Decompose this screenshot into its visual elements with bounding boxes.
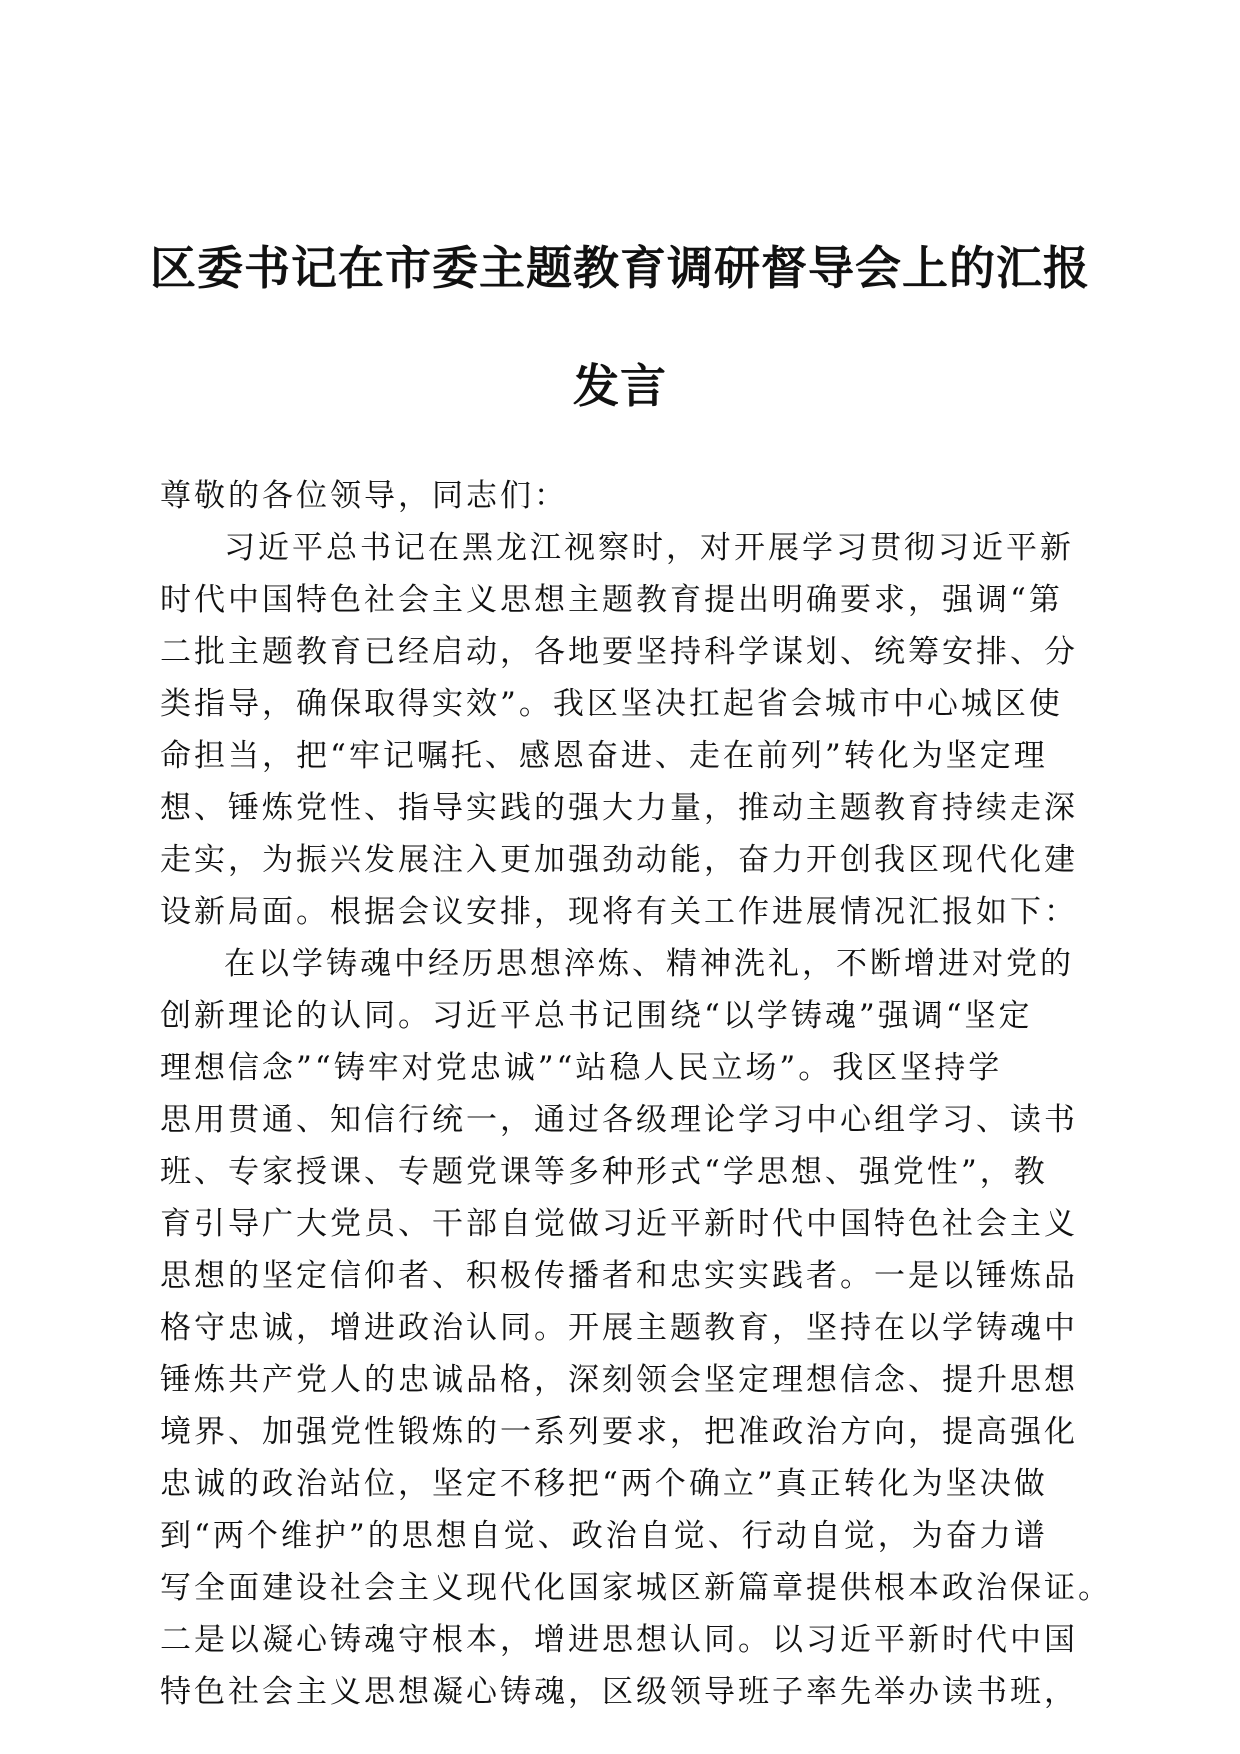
paragraph-line: 二是以凝心铸魂守根本，增进思想认同。以习近平新时代中国 <box>160 1622 1078 1658</box>
paragraph-line: 锤炼共产党人的忠诚品格，深刻领会坚定理想信念、提升思想 <box>160 1362 1078 1398</box>
paragraph-line: 想、锤炼党性、指导实践的强大力量，推动主题教育持续走深 <box>160 790 1078 826</box>
document-title-line-1: 区委书记在市委主题教育调研督导会上的汇报 <box>150 241 1090 295</box>
paragraph-line: 思用贯通、知信行统一，通过各级理论学习中心组学习、读书 <box>160 1102 1078 1138</box>
paragraph-line: 习近平总书记在黑龙江视察时，对开展学习贯彻习近平新 <box>224 530 1074 566</box>
document-title-line-2: 发言 <box>573 359 667 413</box>
paragraph-line: 设新局面。根据会议安排，现将有关工作进展情况汇报如下： <box>160 894 1078 930</box>
paragraph-line: 特色社会主义思想凝心铸魂，区级领导班子率先举办读书班， <box>160 1674 1078 1710</box>
salutation: 尊敬的各位领导，同志们： <box>160 478 568 514</box>
paragraph-line: 写全面建设社会主义现代化国家城区新篇章提供根本政治保证。 <box>160 1570 1112 1606</box>
paragraph-line: 命担当，把“牢记嘱托、感恩奋进、走在前列”转化为坚定理 <box>160 738 1048 774</box>
paragraph-line: 理想信念”“铸牢对党忠诚”“站稳人民立场”。我区坚持学 <box>160 1050 1003 1086</box>
paragraph-line: 创新理论的认同。习近平总书记围绕“以学铸魂”强调“坚定 <box>160 998 1033 1034</box>
paragraph-line: 走实，为振兴发展注入更加强劲动能，奋力开创我区现代化建 <box>160 842 1078 878</box>
paragraph-line: 在以学铸魂中经历思想淬炼、精神洗礼，不断增进对党的 <box>224 946 1074 982</box>
paragraph-line: 类指导，确保取得实效”。我区坚决扛起省会城市中心城区使 <box>160 686 1063 722</box>
paragraph-line: 班、专家授课、专题党课等多种形式“学思想、强党性”，教 <box>160 1154 1048 1190</box>
paragraph-line: 到“两个维护”的思想自觉、政治自觉、行动自觉，为奋力谱 <box>160 1518 1048 1554</box>
paragraph-line: 境界、加强党性锻炼的一系列要求，把准政治方向，提高强化 <box>160 1414 1078 1450</box>
paragraph-line: 育引导广大党员、干部自觉做习近平新时代中国特色社会主义 <box>160 1206 1078 1242</box>
paragraph-line: 忠诚的政治站位，坚定不移把“两个确立”真正转化为坚决做 <box>160 1466 1048 1502</box>
paragraph-line: 思想的坚定信仰者、积极传播者和忠实实践者。一是以锤炼品 <box>160 1258 1078 1294</box>
paragraph-line: 格守忠诚，增进政治认同。开展主题教育，坚持在以学铸魂中 <box>160 1310 1078 1346</box>
paragraph-line: 时代中国特色社会主义思想主题教育提出明确要求，强调“第 <box>160 582 1063 618</box>
document-body <box>160 470 1110 1718</box>
paragraph-line: 二批主题教育已经启动，各地要坚持科学谋划、统筹安排、分 <box>160 634 1078 670</box>
